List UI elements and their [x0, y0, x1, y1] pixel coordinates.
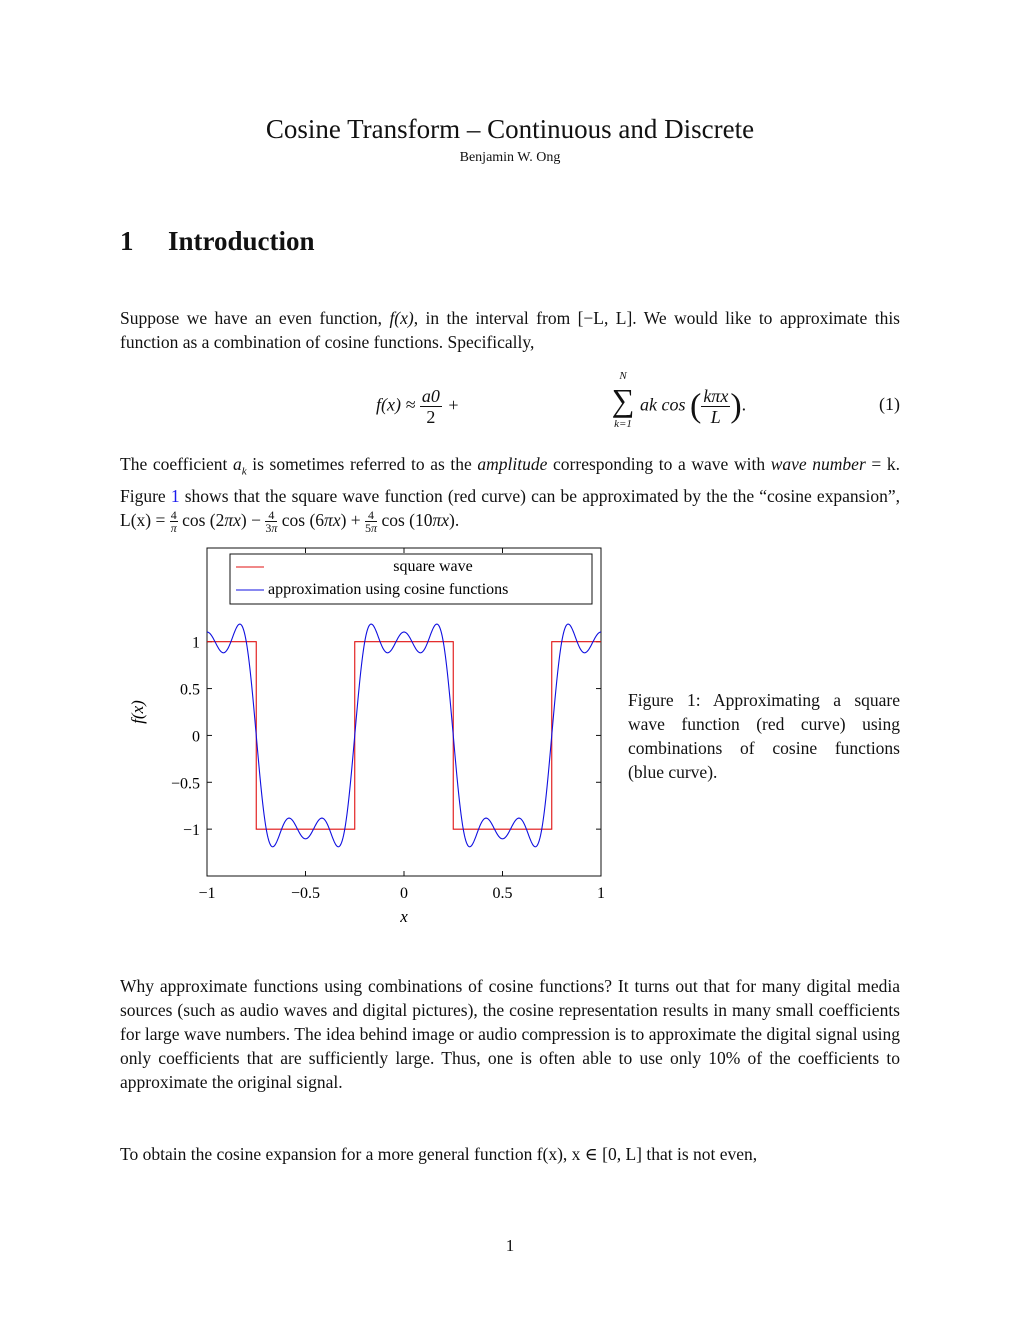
document-title: Cosine Transform – Continuous and Discrete [265, 114, 755, 144]
emphasis: amplitude [477, 454, 548, 474]
eq-lhs: f(x) ≈ [376, 394, 416, 415]
x-tick-label: 0 [400, 885, 408, 902]
text-span: Suppose we have an even function, [120, 308, 390, 328]
figure-caption: Figure 1: Approximating a square wave function (red curve) using combinations of cosine functions (blue curve). [628, 690, 900, 782]
x-tick-label: 1 [597, 885, 605, 902]
text-span: corresponding to a wave with [547, 454, 771, 474]
math-span: f(x) [389, 308, 414, 328]
section-number: 1 [120, 226, 134, 256]
eq-num: a0 [421, 386, 440, 406]
paragraph-coefficient: The coefficient $a_k$ is sometimes referred to as the amplitude corresponding to a wave with wave number = k. Figure 1 shows that the square wave function (red curve) can be approximated by the the “cosine expansion”, L(x) = $\frac{4}{\pi}$ cos (2πx) − $\frac{4}{3\pi}$ cos (6πx) + $\frac{4}{5\pi}$ cos (10πx). [120, 454, 900, 535]
eq-sum-upper: N [619, 370, 627, 382]
y-axis-label: f(x) [128, 700, 147, 724]
equation-label: (1) [879, 394, 900, 414]
text-span: The coefficient [120, 454, 233, 474]
eq-sum-lower: k=1 [614, 418, 632, 430]
y-tick-label: 0.5 [180, 681, 200, 699]
x-axis-label: x [400, 907, 408, 926]
y-tick-label: −1 [182, 822, 200, 840]
x-tick-label: −0.5 [290, 885, 321, 902]
y-tick-label: 1 [192, 634, 200, 652]
section-title: Introduction [168, 226, 315, 256]
x-tick-label: 0.5 [492, 885, 513, 902]
equation-1: f(x) ≈ $\frac{a0}{2}$ + N ∑ k=1 ak cos ( $\frac{\text{kπx}}{L}$ ). (1) [376, 370, 900, 430]
page-number: 1 [505, 1236, 515, 1255]
eq-term: ak cos [640, 394, 686, 415]
text-span: is sometimes referred to as the [246, 454, 478, 474]
y-tick-label: −0.5 [170, 775, 200, 793]
eq-num: kπx [703, 386, 729, 406]
eq-den: L [710, 407, 721, 427]
emphasis: wave number [770, 454, 866, 474]
legend-label-square-wave: square wave [393, 558, 473, 575]
author: Benjamin W. Ong [459, 150, 561, 165]
eq-den: 2 [426, 407, 436, 427]
text-span: , in the interval from [−L, L]. We would like to approximate this function as a combination of cosine functions. Specifically, [120, 308, 900, 352]
eq-sum: N ∑ k=1 [608, 370, 638, 430]
x-tick-label: −1 [198, 885, 216, 902]
figure-ref-link[interactable]: 1 [170, 485, 180, 506]
text-span: shows that the square wave function (red curve) can be approximated by the the “cosine expansion”, L(x) = [120, 485, 900, 530]
paragraph-general: To obtain the cosine expansion for a more general function f(x), x ∈ [0, L] that is not even, [120, 1144, 758, 1164]
text-span: = k. Figure [120, 454, 900, 506]
series-cosine-approximation [207, 624, 601, 847]
y-tick-label: 0 [192, 728, 200, 746]
paragraph-why: Why approximate functions using combinations of cosine functions? It turns out that for many digital media sources (such as audio waves and digital pictures), the cosine representation results in many small coefficients for large wave numbers. The idea behind image or audio compression is to approximate the digital signal using only coefficients that are sufficiently large. Thus, one is often able to use only 10% of the coefficients to approximate the original signal. [120, 976, 900, 1092]
series-square-wave [207, 642, 601, 829]
legend-label-cosine: approximation using cosine functions [268, 581, 509, 598]
